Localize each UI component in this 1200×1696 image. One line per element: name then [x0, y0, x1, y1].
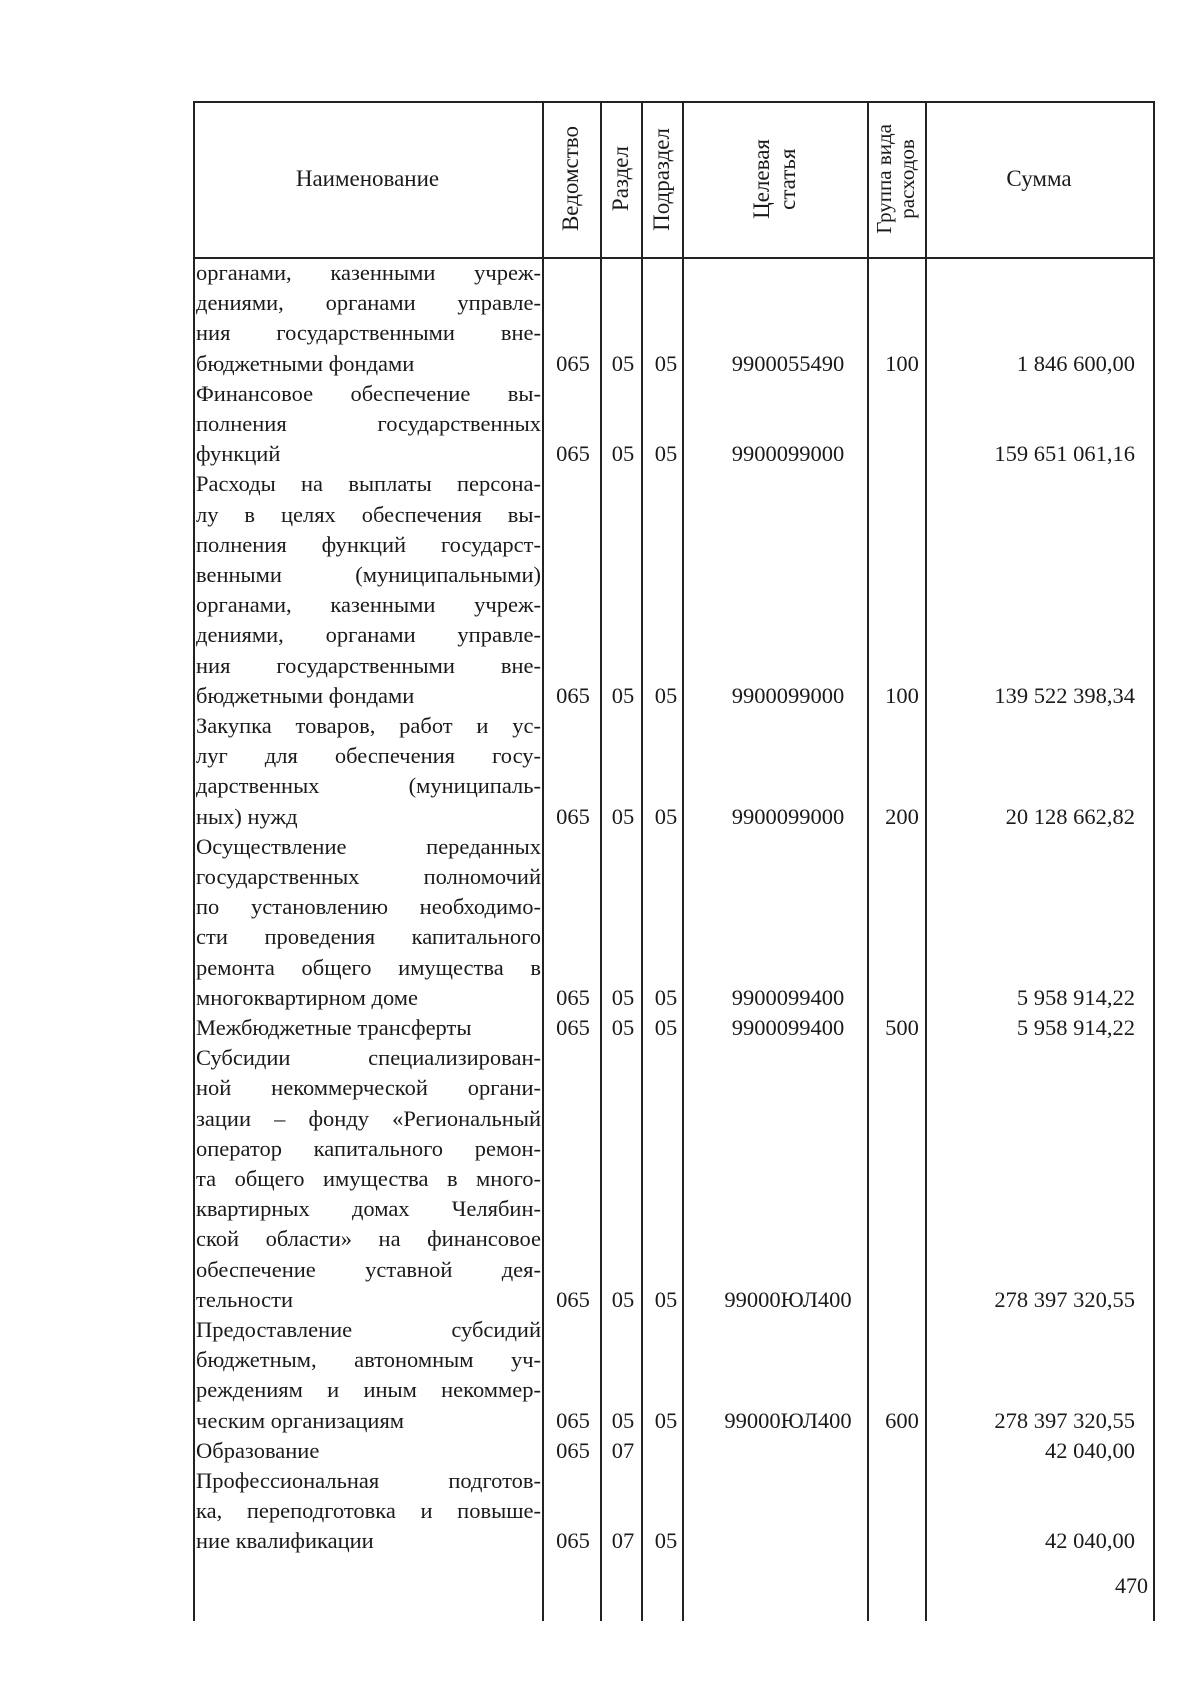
row-name — [196, 469, 541, 711]
row-gruppa: 200 — [885, 803, 919, 829]
row-razdel: 05 — [611, 1015, 635, 1040]
row-name-line: многоквартирном доме — [196, 984, 418, 1010]
row-podrazdel: 05 — [654, 350, 678, 376]
col-line-name — [542, 101, 544, 1621]
row-name-line: Образование — [196, 1437, 320, 1463]
row-summa: 278 397 320,55 — [994, 1407, 1135, 1433]
row-celevaya: 99000ЮЛ400 — [724, 1286, 852, 1312]
row-name-line: ных) нужд — [196, 803, 298, 829]
row-podrazdel: 05 — [654, 441, 678, 467]
row-name-line: Финансовое обеспечение вы- — [196, 380, 541, 406]
row-name-line: тельности — [196, 1286, 294, 1312]
row-razdel: 07 — [611, 1528, 635, 1554]
row-podrazdel: 05 — [654, 984, 678, 1010]
row-razdel: 05 — [611, 682, 635, 708]
header-celevaya-cell — [682, 101, 867, 257]
col-line-razd — [641, 101, 643, 1621]
row-name-line: ние квалификации — [196, 1528, 374, 1554]
row-name-line: функций — [196, 441, 281, 467]
row-gruppa: 600 — [885, 1407, 919, 1433]
row-name-line: лу в целях обеспечения вы- — [196, 501, 541, 527]
row-name-line: оператор капитального ремон- — [196, 1135, 541, 1161]
col-line-grp — [925, 101, 927, 1621]
header-gruppa — [873, 124, 919, 234]
row-name-line: полнения функций государст- — [196, 531, 541, 557]
budget-table — [193, 101, 1155, 1621]
header-podrazdel-cell — [641, 101, 682, 257]
row-gruppa: 100 — [885, 350, 919, 376]
row-vedomstvo: 065 — [556, 350, 590, 376]
row-name-line: государственных полномочий — [196, 863, 541, 889]
row-summa: 5 958 914,22 — [1016, 1015, 1135, 1040]
row-name-line: ческим организациям — [196, 1407, 405, 1433]
row-name — [196, 832, 541, 1013]
row-celevaya: 9900055490 — [731, 350, 845, 376]
col-line-ved — [600, 101, 602, 1621]
row-summa: 139 522 398,34 — [994, 682, 1135, 708]
header-vedomstvo-cell — [542, 101, 600, 257]
page-number: 470 — [1115, 1573, 1148, 1598]
col-line-right — [1153, 101, 1155, 1621]
row-name-line: органами, казенными учреж- — [196, 592, 541, 618]
row-celevaya: 9900099000 — [731, 682, 845, 708]
header-podrazdel: Подраздел — [648, 127, 674, 231]
row-name — [196, 1466, 541, 1557]
row-name-line: квартирных домах Челябин- — [196, 1196, 541, 1222]
header-summa-cell — [925, 101, 1153, 257]
row-name — [196, 1013, 541, 1043]
row-name — [196, 1043, 541, 1315]
row-name-line: Закупка товаров, работ и ус- — [196, 713, 541, 738]
row-vedomstvo: 065 — [556, 1437, 590, 1463]
row-name-line: венными (муниципальными) — [196, 561, 541, 587]
row-name-line: по установлению необходимо- — [196, 894, 541, 920]
row-name-line: полнения государственных — [196, 410, 541, 436]
row-name-line: Профессиональная подготов- — [196, 1468, 541, 1493]
row-name-line: ремонта общего имущества в — [196, 954, 541, 980]
row-podrazdel: 05 — [654, 682, 678, 708]
col-line-cel — [867, 101, 869, 1621]
row-name-line: зации – фонду «Региональный — [196, 1105, 541, 1131]
col-line-podr — [682, 101, 684, 1621]
row-podrazdel: 05 — [654, 1286, 678, 1312]
row-name-line: бюджетными фондами — [196, 350, 415, 376]
row-name — [196, 1315, 541, 1436]
row-name-line: сти проведения капитального — [196, 924, 541, 950]
header-gruppa-line1: Группа вида — [872, 124, 896, 234]
row-name-line: Осуществление переданных — [196, 833, 541, 859]
row-podrazdel: 05 — [654, 1528, 678, 1554]
row-celevaya: 9900099400 — [731, 984, 845, 1010]
row-name-line: Субсидии специализирован- — [196, 1045, 541, 1071]
row-celevaya: 9900099000 — [731, 803, 845, 829]
row-celevaya: 9900099400 — [731, 1015, 845, 1040]
row-vedomstvo: 065 — [556, 984, 590, 1010]
row-vedomstvo: 065 — [556, 682, 590, 708]
row-name — [196, 1436, 541, 1466]
row-name-line: дениями, органами управле- — [196, 622, 541, 648]
row-vedomstvo: 065 — [556, 803, 590, 829]
row-name-line: обеспечение уставной дея- — [196, 1256, 541, 1282]
header-razdel-cell — [600, 101, 641, 257]
row-vedomstvo: 065 — [556, 1528, 590, 1554]
header-celevaya — [749, 139, 801, 219]
row-name-line: бюджетными фондами — [196, 682, 415, 708]
row-gruppa: 500 — [885, 1015, 919, 1040]
row-podrazdel: 05 — [654, 803, 678, 829]
row-vedomstvo: 065 — [556, 1015, 590, 1040]
row-razdel: 05 — [611, 1407, 635, 1433]
row-name — [196, 711, 541, 832]
row-name-line: ской области» на финансовое — [196, 1226, 541, 1252]
header-vedomstvo: Ведомство — [558, 126, 583, 232]
row-name — [196, 379, 541, 470]
row-name-line: органами, казенными учреж- — [196, 260, 541, 285]
row-summa: 278 397 320,55 — [994, 1286, 1135, 1312]
row-name-line: луг для обеспечения госу- — [196, 743, 541, 769]
row-name-line: ния государственными вне- — [196, 320, 541, 346]
header-celevaya-line1: Целевая — [748, 139, 774, 219]
row-podrazdel: 05 — [654, 1407, 678, 1433]
row-summa: 42 040,00 — [1045, 1437, 1135, 1463]
row-name-line: реждениям и иным некоммер- — [196, 1377, 541, 1403]
header-celevaya-line2: статья — [774, 148, 800, 210]
row-razdel: 05 — [611, 984, 635, 1010]
row-razdel: 05 — [611, 803, 635, 829]
row-razdel: 07 — [611, 1437, 635, 1463]
row-summa: 42 040,00 — [1045, 1528, 1135, 1554]
header-name: Наименование — [295, 166, 440, 191]
row-name — [196, 258, 541, 379]
row-name-line: Расходы на выплаты персона- — [196, 471, 541, 497]
row-summa: 5 958 914,22 — [1016, 984, 1135, 1010]
row-gruppa: 100 — [885, 682, 919, 708]
header-name-cell — [193, 101, 542, 257]
row-name-line: дарственных (муниципаль- — [196, 773, 541, 799]
row-summa: 20 128 662,82 — [1005, 803, 1135, 829]
row-celevaya: 9900099000 — [731, 441, 845, 467]
row-summa: 159 651 061,16 — [994, 441, 1135, 467]
row-vedomstvo: 065 — [556, 1407, 590, 1433]
header-gruppa-line2: расходов — [895, 139, 919, 219]
row-name-line: Межбюджетные трансферты — [196, 1015, 472, 1040]
header-razdel: Раздел — [607, 146, 633, 212]
header-gruppa-cell — [867, 101, 925, 257]
row-name-line: дениями, органами управле- — [196, 290, 541, 316]
col-line-left — [193, 101, 195, 1621]
row-razdel: 05 — [611, 1286, 635, 1312]
row-razdel: 05 — [611, 350, 635, 376]
row-name-line: та общего имущества в много- — [196, 1165, 541, 1191]
row-summa: 1 846 600,00 — [1016, 350, 1135, 376]
row-name-line: бюджетным, автономным уч- — [196, 1347, 541, 1373]
row-name-line: ка, переподготовка и повыше- — [196, 1498, 541, 1524]
row-podrazdel: 05 — [654, 1015, 678, 1040]
row-razdel: 05 — [611, 441, 635, 467]
row-name-line: Предоставление субсидий — [196, 1317, 541, 1342]
header-summa: Сумма — [1006, 166, 1072, 191]
row-name-line: ния государственными вне- — [196, 652, 541, 678]
row-celevaya: 99000ЮЛ400 — [724, 1407, 852, 1433]
row-vedomstvo: 065 — [556, 1286, 590, 1312]
row-name-line: ной некоммерческой органи- — [196, 1075, 541, 1101]
row-vedomstvo: 065 — [556, 441, 590, 467]
